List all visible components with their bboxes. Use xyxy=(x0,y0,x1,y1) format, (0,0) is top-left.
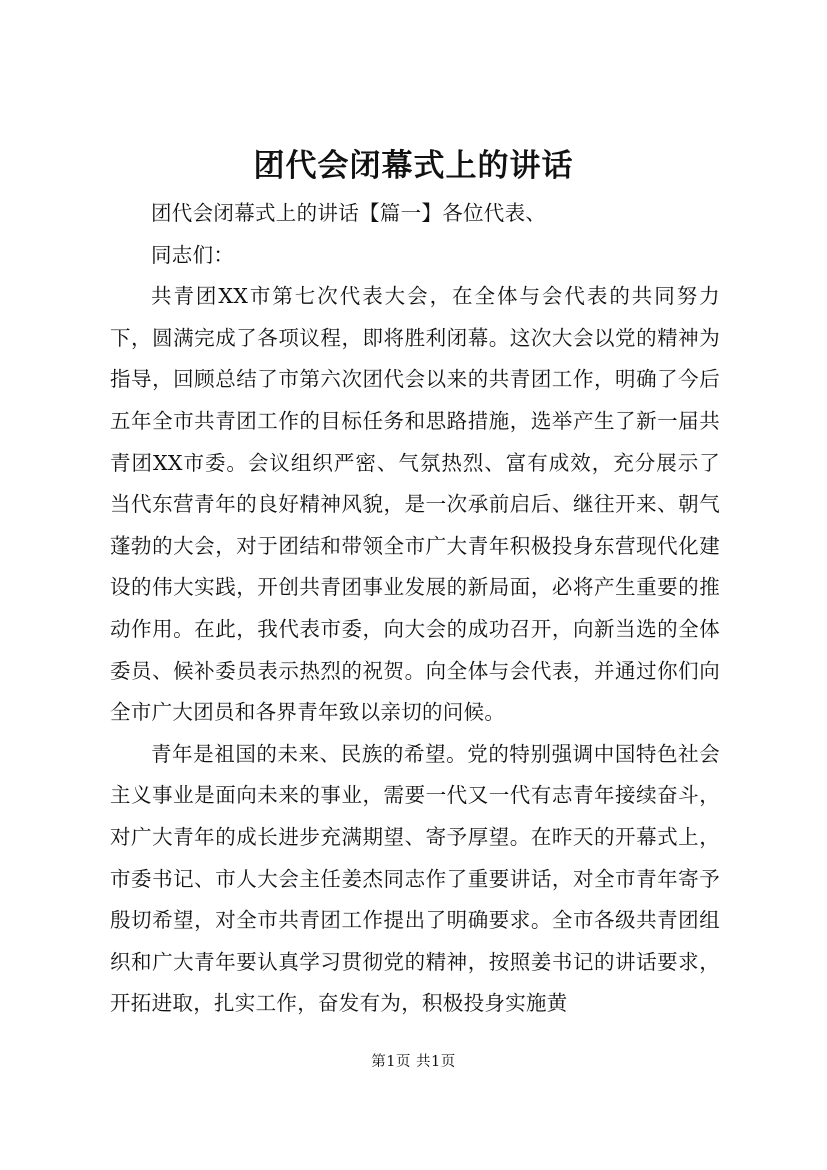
paragraph-heading-line: 团代会闭幕式上的讲话【篇一】各位代表、 xyxy=(151,201,547,225)
paragraph-opening: 共青团XX市第七次代表大会，在全体与会代表的共同努力下，圆满完成了各项议程，即将胜利闭幕。这次大会以党的精神为指导，回顾总结了市第六次团代会以来的共青团工作，明确了今后五年全市共青团工作的目标任务和思路措施，选举产生了新一届共青团XX市委。会议组织严密、气氛热烈、富有成效，充分展示了当代东营青年的良好精神风貌，是一次承前启后、继往开来、朝气蓬勃的大会，对于团结和带领全市广大青年积极投身东营现代化建设的伟大实践，开创共青团事业发展的新局面，必将产生重要的推动作用。在此，我代表市委，向大会的成功召开，向新当选的全体委员、候补委员表示热烈的祝贺。向全体与会代表，并通过你们向全市广大团员和各界青年致以亲切的问候。 xyxy=(110,284,720,725)
paragraph-salutation: 同志们： xyxy=(151,242,235,267)
document-body xyxy=(110,193,720,1025)
document-title: 团代会闭幕式上的讲话 xyxy=(253,148,574,184)
paragraph-youth: 青年是祖国的未来、民族的希望。党的特别强调中国特色社会主义事业是面向未来的事业，需要一代又一代有志青年接续奋斗，对广大青年的成长进步充满期望、寄予厚望。在昨天的开幕式上，市委书记、市人大会主任姜杰同志作了重要讲话，对全市青年寄予殷切希望，对全市共青团工作提出了明确要求。全市各级共青团组织和广大青年要认真学习贯彻党的精神，按照姜书记的讲话要求，开拓进取，扎实工作，奋发有为，积极投身实施黄 xyxy=(110,741,720,1016)
page-footer: 第1页 共1页 xyxy=(371,1054,456,1070)
